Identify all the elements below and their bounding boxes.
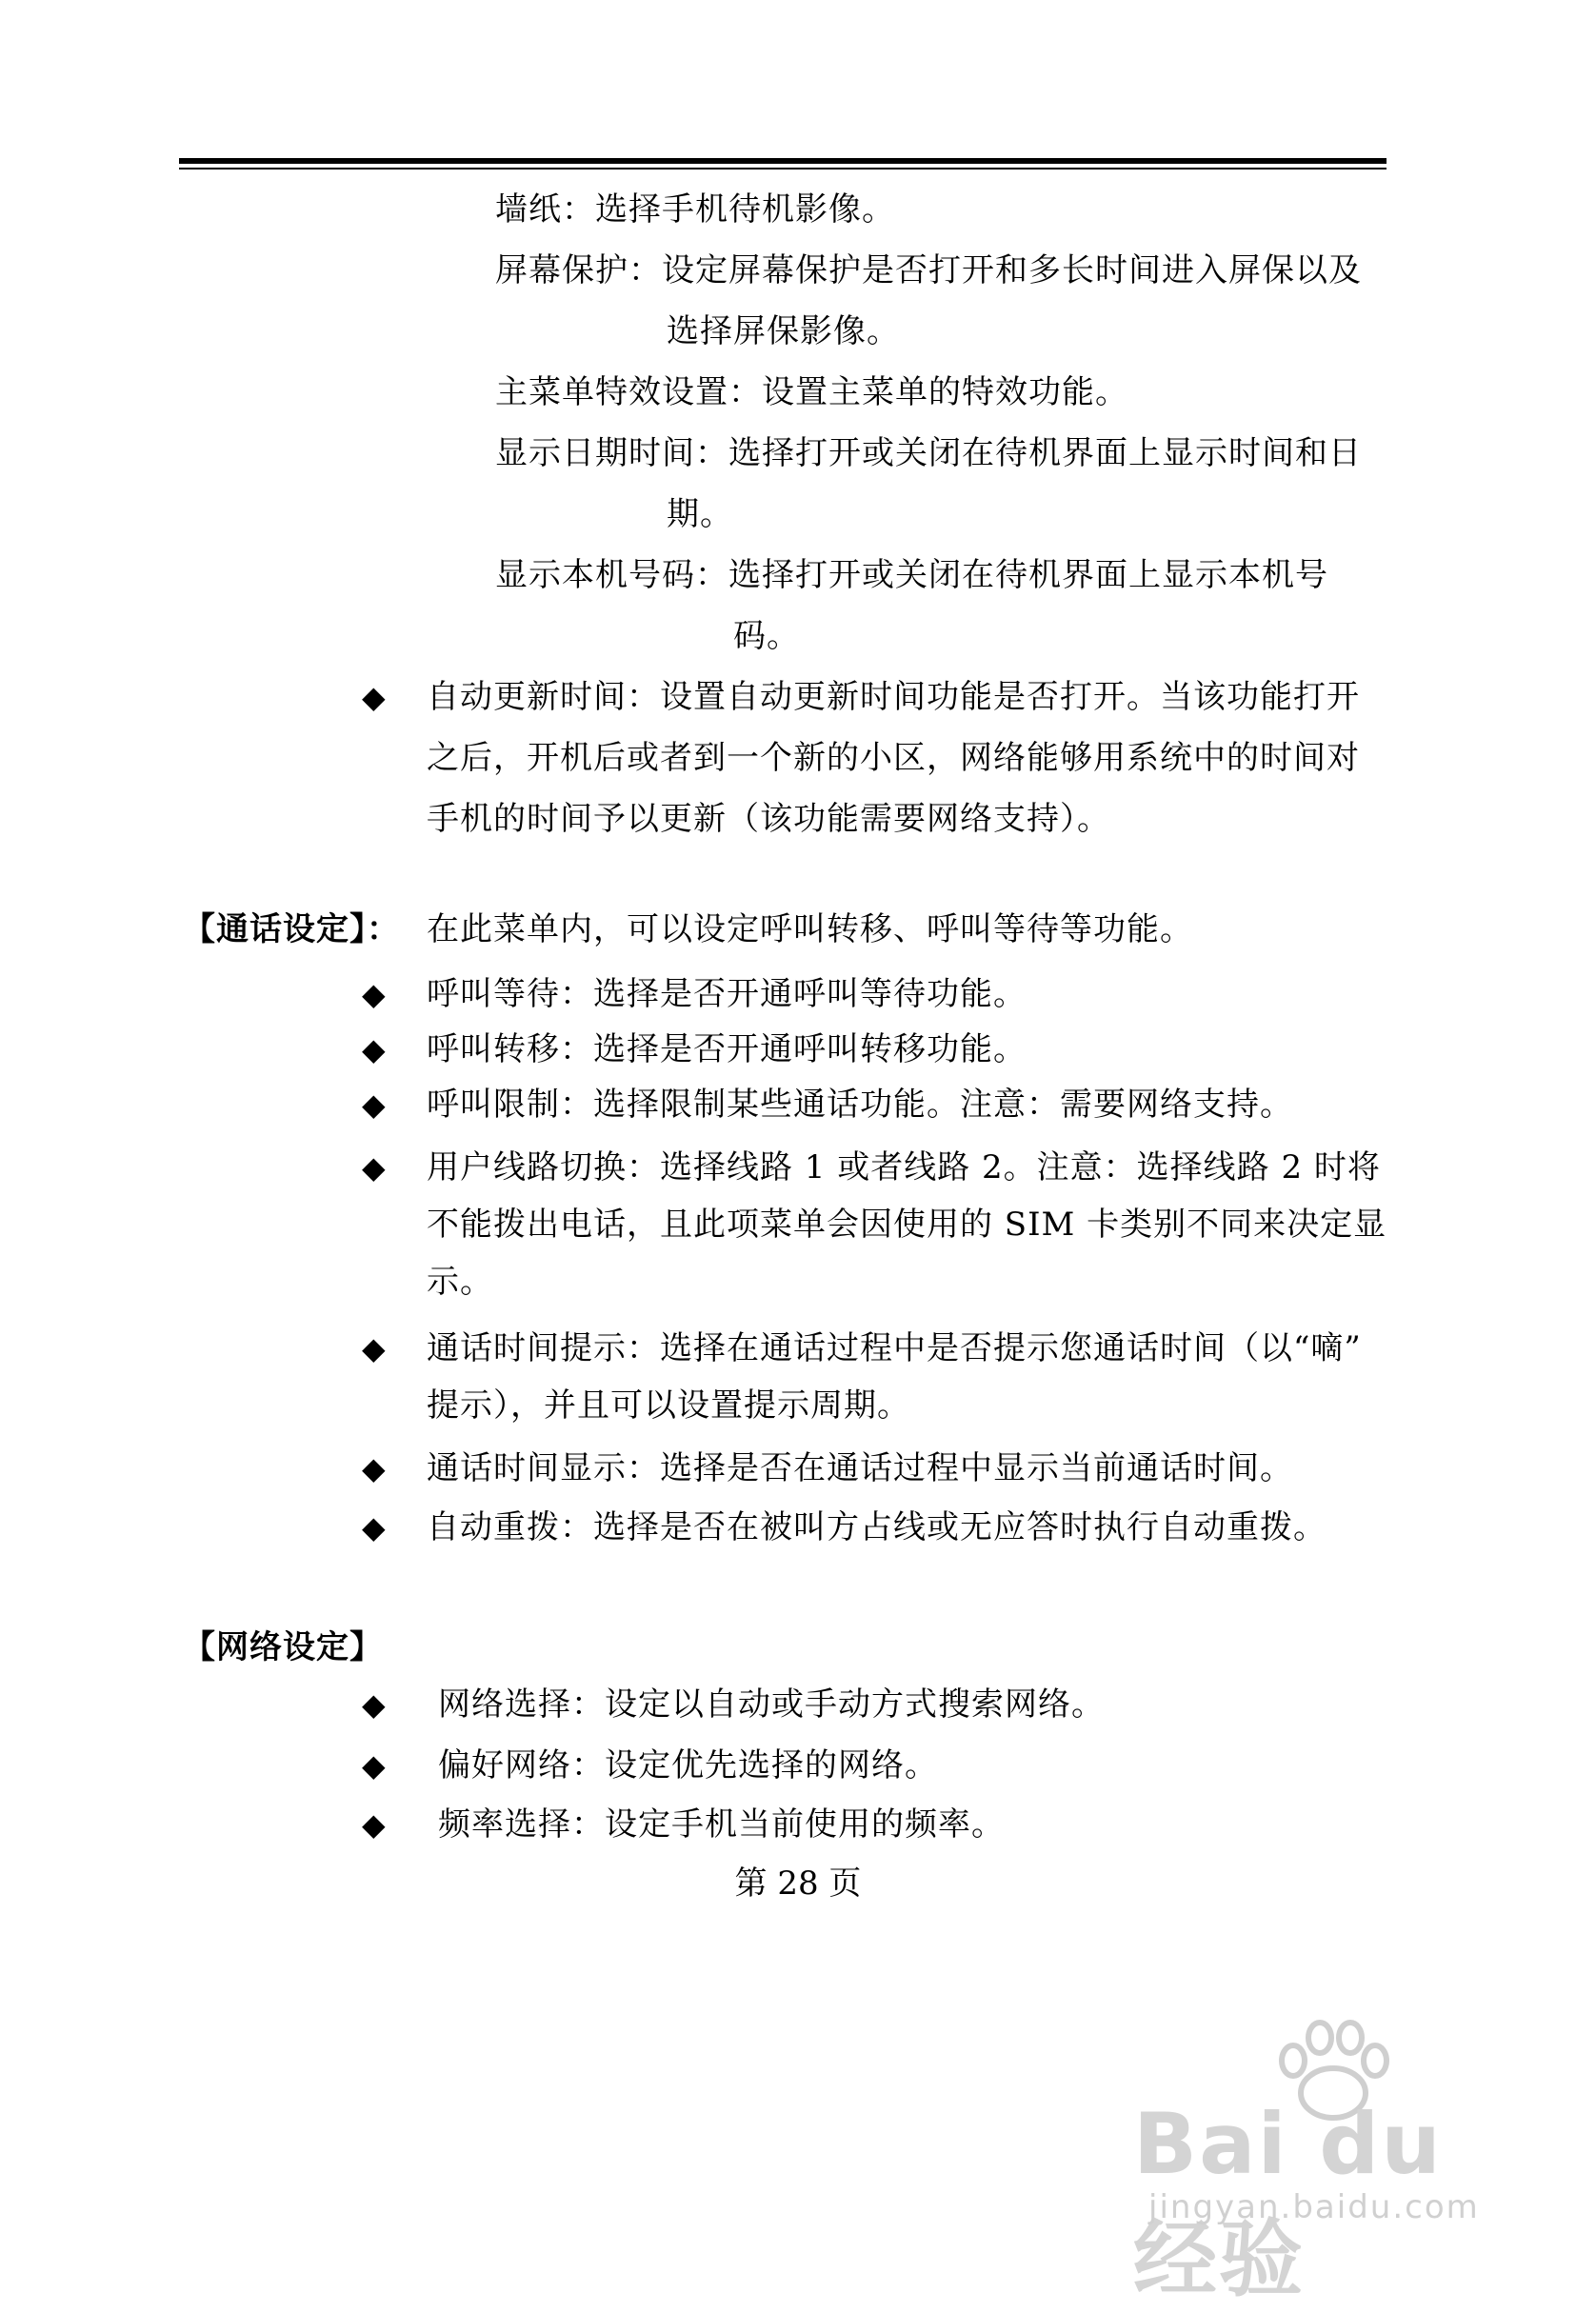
- bullet-icon: ◆: [362, 1087, 386, 1123]
- display-item-own-number: 显示本机号码：选择打开或关闭在待机界面上显示本机号: [495, 556, 1328, 594]
- call-item-forwarding: 呼叫转移：选择是否开通呼叫转移功能。: [427, 1030, 1027, 1068]
- bullet-icon: ◆: [362, 1686, 386, 1723]
- baidu-watermark: [1133, 2019, 1533, 2308]
- bullet-icon: ◆: [362, 1806, 386, 1843]
- display-item-menu-effects: 主菜单特效设置：设置主菜单的特效功能。: [495, 373, 1128, 411]
- auto-update-line-2: 之后，开机后或者到一个新的小区，网络能够用系统中的时间对: [427, 739, 1360, 777]
- display-item-datetime: 显示日期时间：选择打开或关闭在待机界面上显示时间和日: [495, 434, 1362, 472]
- watermark-url: jingyan.baidu.com: [1148, 2188, 1480, 2226]
- display-item-own-number-cont: 码。: [733, 617, 800, 655]
- bullet-icon: ◆: [362, 1031, 386, 1067]
- network-settings-heading: 【网络设定】: [183, 1628, 383, 1666]
- bullet-icon: ◆: [362, 976, 386, 1012]
- call-item-time-reminder-cont: 提示），并且可以设置提示周期。: [427, 1386, 910, 1425]
- auto-update-line-3: 手机的时间予以更新（该功能需要网络支持）。: [427, 800, 1110, 838]
- network-item-preferred: 偏好网络：设定优先选择的网络。: [438, 1746, 938, 1785]
- auto-update-line-1: 自动更新时间：设置自动更新时间功能是否打开。当该功能打开: [427, 678, 1360, 716]
- header-rule-thin: [179, 168, 1387, 169]
- display-item-wallpaper: 墙纸：选择手机待机影像。: [495, 190, 895, 229]
- page-number: 第 28 页: [734, 1864, 862, 1903]
- display-item-datetime-cont: 期。: [667, 495, 733, 533]
- call-item-line-switch-cont-2: 示。: [427, 1263, 493, 1301]
- display-item-screensaver: 屏幕保护：设定屏幕保护是否打开和多长时间进入屏保以及: [495, 251, 1362, 289]
- call-settings-heading: 【通话设定】：: [183, 910, 400, 948]
- bullet-icon: ◆: [362, 1747, 386, 1784]
- call-settings-intro: 在此菜单内，可以设定呼叫转移、呼叫等待等功能。: [427, 910, 1193, 948]
- bullet-icon: ◆: [362, 1509, 386, 1545]
- bullet-icon: ◆: [362, 1450, 386, 1486]
- bullet-icon: ◆: [362, 679, 386, 715]
- bullet-icon: ◆: [362, 1330, 386, 1366]
- call-item-line-switch: 用户线路切换：选择线路 1 或者线路 2。注意：选择线路 2 时将: [427, 1148, 1381, 1186]
- call-item-auto-redial: 自动重拨：选择是否在被叫方占线或无应答时执行自动重拨。: [427, 1508, 1327, 1546]
- network-item-selection: 网络选择：设定以自动或手动方式搜索网络。: [438, 1685, 1105, 1724]
- call-item-line-switch-cont-1: 不能拨出电话，且此项菜单会因使用的 SIM 卡类别不同来决定显: [427, 1206, 1387, 1244]
- call-item-waiting: 呼叫等待：选择是否开通呼叫等待功能。: [427, 975, 1027, 1013]
- call-item-time-display: 通话时间显示：选择是否在通话过程中显示当前通话时间。: [427, 1449, 1293, 1487]
- header-rule-thick: [179, 158, 1387, 164]
- call-item-barring: 呼叫限制：选择限制某些通话功能。注意：需要网络支持。: [427, 1086, 1293, 1124]
- display-item-screensaver-cont: 选择屏保影像。: [667, 312, 900, 350]
- watermark-brand: Bai du 经验: [1133, 2095, 1443, 2308]
- call-item-time-reminder: 通话时间提示：选择在通话过程中是否提示您通话时间（以“嘀”: [427, 1329, 1362, 1367]
- bullet-icon: ◆: [362, 1149, 386, 1186]
- network-item-frequency: 频率选择：设定手机当前使用的频率。: [438, 1805, 1005, 1844]
